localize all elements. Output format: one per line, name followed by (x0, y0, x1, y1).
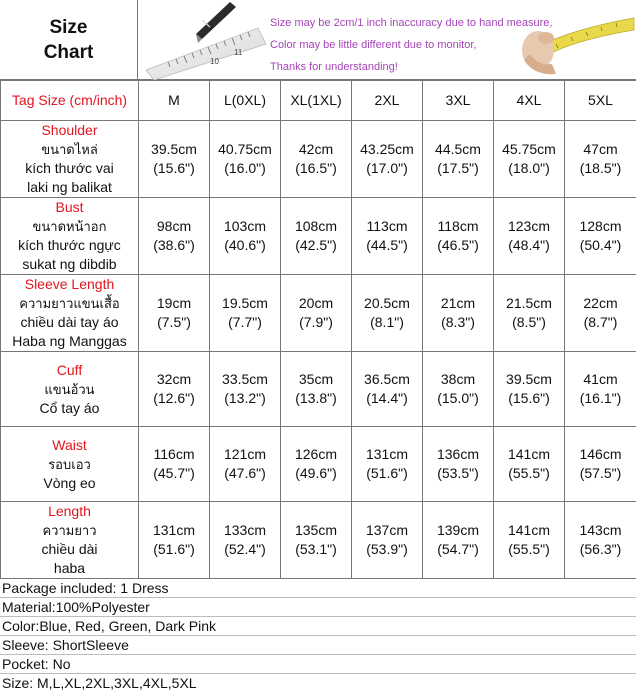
value-cm: 41cm (583, 371, 618, 387)
value-inch: (13.2") (224, 390, 266, 406)
value-inch: (47.6") (224, 465, 266, 481)
size-table (0, 80, 636, 579)
size-value-cell (281, 198, 352, 275)
value-inch: (16.0") (224, 160, 266, 176)
measurement-name: Length (48, 503, 91, 519)
size-column-header: 5XL (565, 81, 636, 121)
measurement-label-cell (1, 275, 139, 352)
value-cm: 19cm (156, 295, 192, 311)
size-value-cell (281, 275, 352, 352)
size-value-cell (494, 121, 565, 198)
size-value-cell (210, 198, 281, 275)
value-cm: 141cm (507, 446, 551, 462)
value-inch: (15.0") (437, 390, 479, 406)
value-inch: (48.4") (508, 237, 550, 253)
value-inch: (17.5") (437, 160, 479, 176)
measurement-translation: แขนอ้วน (44, 381, 95, 397)
table-row (1, 198, 636, 275)
measurement-label-cell (1, 352, 139, 427)
value-cm: 116cm (153, 446, 195, 462)
value-cm: 42cm (298, 141, 334, 157)
value-cm: 113cm (366, 218, 408, 234)
measurement-translation: chiều dài tay áo (20, 314, 119, 330)
measurement-name: Shoulder (41, 122, 98, 138)
table-row (1, 502, 636, 579)
size-value-cell (139, 502, 210, 579)
value-inch: (40.6") (224, 237, 266, 253)
size-value-cell (139, 198, 210, 275)
value-cm: 21.5cm (506, 295, 552, 311)
value-cm: 21cm (440, 295, 476, 311)
table-header-row (1, 81, 636, 121)
size-value-cell (423, 121, 494, 198)
size-value-cell (423, 275, 494, 352)
measurement-translation: kích thước vai (25, 160, 114, 176)
value-cm: 123cm (507, 218, 551, 234)
size-value-cell (565, 427, 636, 502)
value-cm: 32cm (156, 371, 192, 387)
size-value-cell (565, 198, 636, 275)
value-inch: (8.1") (370, 314, 404, 330)
measurement-name: Sleeve Length (24, 276, 115, 292)
value-inch: (12.6") (153, 390, 195, 406)
value-inch: (53.9") (366, 541, 408, 557)
value-cm: 44.5cm (435, 141, 481, 157)
info-line: Pocket: No (0, 655, 636, 674)
size-value-cell (352, 502, 423, 579)
value-cm: 39.5cm (151, 141, 197, 157)
value-inch: (7.5") (157, 314, 191, 330)
note-line: Size may be 2cm/1 inch inaccuracy due to hand measure, (270, 17, 553, 29)
size-value-cell (139, 275, 210, 352)
value-inch: (16.5") (295, 160, 337, 176)
size-value-cell (210, 121, 281, 198)
info-line: Size: M,L,XL,2XL,3XL,4XL,5XL (2, 675, 197, 691)
value-cm: 141cm (507, 522, 551, 538)
measurement-name: Bust (55, 199, 84, 215)
info-line: Sleeve: ShortSleeve (0, 636, 636, 655)
value-inch: (8.7") (583, 314, 618, 330)
table-row (1, 352, 636, 427)
measurement-translation: รอบเอว (48, 456, 91, 472)
value-inch: (18.0") (508, 160, 550, 176)
size-value-cell (494, 502, 565, 579)
size-value-cell (139, 352, 210, 427)
size-value-cell (352, 275, 423, 352)
size-value-cell (139, 427, 210, 502)
size-value-cell (352, 121, 423, 198)
size-value-cell (139, 121, 210, 198)
ruler-pen-icon (138, 0, 268, 80)
tag-size-header: Tag Size (cm/inch) (1, 81, 139, 121)
size-value-cell (210, 502, 281, 579)
value-inch: (55.5") (508, 465, 550, 481)
value-cm: 43.25cm (360, 141, 414, 157)
value-inch: (51.6") (366, 465, 408, 481)
size-table-body (1, 121, 636, 579)
note-line: Thanks for understanding! (270, 61, 398, 73)
size-value-cell (565, 352, 636, 427)
size-value-cell (565, 502, 636, 579)
product-info (0, 578, 636, 698)
size-value-cell (210, 275, 281, 352)
value-inch: (15.6") (153, 160, 195, 176)
measurement-translation: Cổ tay áo (39, 399, 100, 416)
value-inch: (45.7") (153, 465, 195, 481)
value-inch: (13.8") (295, 390, 337, 406)
value-cm: 131cm (365, 446, 409, 462)
value-cm: 131cm (152, 522, 196, 538)
value-cm: 136cm (436, 446, 480, 462)
value-inch: (50.4") (579, 237, 622, 253)
measurement-translation: ความยาวแขนเสื้อ (19, 296, 120, 311)
value-inch: (54.7") (437, 541, 479, 557)
measurement-translation: chiều dài (41, 541, 98, 557)
measurement-translation: Vòng eo (43, 474, 96, 491)
value-inch: (49.6") (295, 465, 337, 481)
size-value-cell (210, 427, 281, 502)
size-value-cell (352, 352, 423, 427)
size-value-cell (494, 198, 565, 275)
note-line: Color may be little different due to monitor, (270, 39, 477, 51)
size-column-header: 4XL (494, 81, 565, 121)
banner-art (138, 0, 636, 80)
ruler-tick-label: 11 (234, 48, 243, 57)
value-cm: 103cm (223, 218, 267, 234)
size-value-cell (210, 352, 281, 427)
measurement-label-cell (1, 502, 139, 579)
table-row (1, 427, 636, 502)
size-column-header: XL(1XL) (281, 81, 352, 121)
value-inch: (44.5") (366, 237, 408, 253)
value-inch: (7.9") (299, 314, 333, 330)
value-cm: 135cm (294, 522, 338, 538)
value-cm: 121cm (223, 446, 267, 462)
value-inch: (53.5") (437, 465, 479, 481)
value-inch: (8.5") (512, 314, 546, 330)
value-inch: (46.5") (437, 237, 479, 253)
measurement-name: Cuff (56, 361, 83, 378)
size-column-header: 3XL (423, 81, 494, 121)
value-cm: 38cm (440, 371, 476, 387)
value-cm: 19.5cm (222, 295, 268, 311)
value-cm: 98cm (156, 218, 192, 234)
value-inch: (14.4") (366, 390, 408, 406)
value-cm: 128cm (579, 218, 622, 234)
title-line-2: Chart (43, 42, 94, 63)
value-inch: (53.1") (295, 541, 337, 557)
value-cm: 20cm (298, 295, 334, 311)
size-value-cell (281, 352, 352, 427)
value-cm: 40.75cm (218, 141, 272, 157)
measurement-label-cell (1, 121, 139, 198)
value-inch: (17.0") (366, 160, 408, 176)
title-line-1: Size (49, 17, 88, 38)
value-cm: 36.5cm (364, 371, 410, 387)
size-value-cell (494, 275, 565, 352)
value-inch: (38.6") (153, 237, 195, 253)
value-cm: 143cm (579, 522, 622, 538)
value-cm: 47cm (583, 141, 618, 157)
measurement-name: Waist (52, 436, 87, 453)
size-value-cell (423, 427, 494, 502)
value-cm: 146cm (579, 446, 622, 462)
measurement-translation: sukat ng dibdib (22, 256, 117, 272)
size-value-cell (281, 502, 352, 579)
table-row (1, 121, 636, 198)
value-inch: (16.1") (579, 390, 622, 406)
size-value-cell (423, 352, 494, 427)
value-cm: 108cm (294, 218, 338, 234)
measuring-tape-icon (516, 0, 636, 80)
value-cm: 126cm (294, 446, 338, 462)
size-value-cell (423, 198, 494, 275)
size-chart-title (0, 0, 138, 80)
size-column-header: 2XL (352, 81, 423, 121)
value-cm: 35cm (298, 371, 334, 387)
value-cm: 118cm (437, 218, 479, 234)
value-inch: (18.5") (579, 160, 622, 176)
size-value-cell (565, 121, 636, 198)
measurement-translation: laki ng balikat (27, 179, 112, 195)
measurement-label-cell (1, 198, 139, 275)
size-value-cell (423, 502, 494, 579)
size-value-cell (281, 427, 352, 502)
value-cm: 22cm (583, 295, 618, 311)
measurement-translation: ขนาดหน้าอก (32, 219, 107, 234)
size-value-cell (565, 275, 636, 352)
size-column-header: M (139, 81, 210, 121)
size-value-cell (352, 198, 423, 275)
size-value-cell (352, 427, 423, 502)
measurement-label-cell (1, 427, 139, 502)
measurement-notes (270, 12, 553, 78)
value-cm: 39.5cm (506, 371, 552, 387)
value-cm: 45.75cm (502, 141, 556, 157)
info-line: Package included: 1 Dress (0, 579, 636, 598)
value-inch: (7.7") (228, 314, 262, 330)
info-line: Color:Blue, Red, Green, Dark Pink (0, 617, 636, 636)
value-inch: (55.5") (508, 541, 550, 557)
measurement-translation: Haba ng Manggas (12, 333, 127, 349)
table-row (1, 275, 636, 352)
size-column-header: L(0XL) (210, 81, 281, 121)
value-inch: (51.6") (153, 541, 195, 557)
size-chart-banner (0, 0, 636, 80)
measurement-translation: kích thước ngực (18, 237, 121, 253)
measurement-translation: ขนาดไหล่ (41, 142, 98, 157)
value-inch: (15.6") (508, 390, 550, 406)
size-value-cell (281, 121, 352, 198)
value-inch: (42.5") (295, 237, 337, 253)
measurement-translation: ความยาว (42, 523, 97, 538)
value-cm: 137cm (365, 522, 409, 538)
value-cm: 139cm (436, 522, 480, 538)
value-inch: (52.4") (224, 541, 266, 557)
measurement-translation: haba (53, 560, 86, 576)
value-cm: 33.5cm (222, 371, 268, 387)
value-inch: (56.3") (579, 541, 622, 557)
size-value-cell (494, 427, 565, 502)
value-inch: (8.3") (441, 314, 475, 330)
ruler-tick-label: 10 (210, 57, 219, 66)
value-inch: (57.5") (579, 465, 622, 481)
size-value-cell (494, 352, 565, 427)
info-line: Material:100%Polyester (0, 598, 636, 617)
value-cm: 133cm (223, 522, 267, 538)
value-cm: 20.5cm (364, 295, 410, 311)
